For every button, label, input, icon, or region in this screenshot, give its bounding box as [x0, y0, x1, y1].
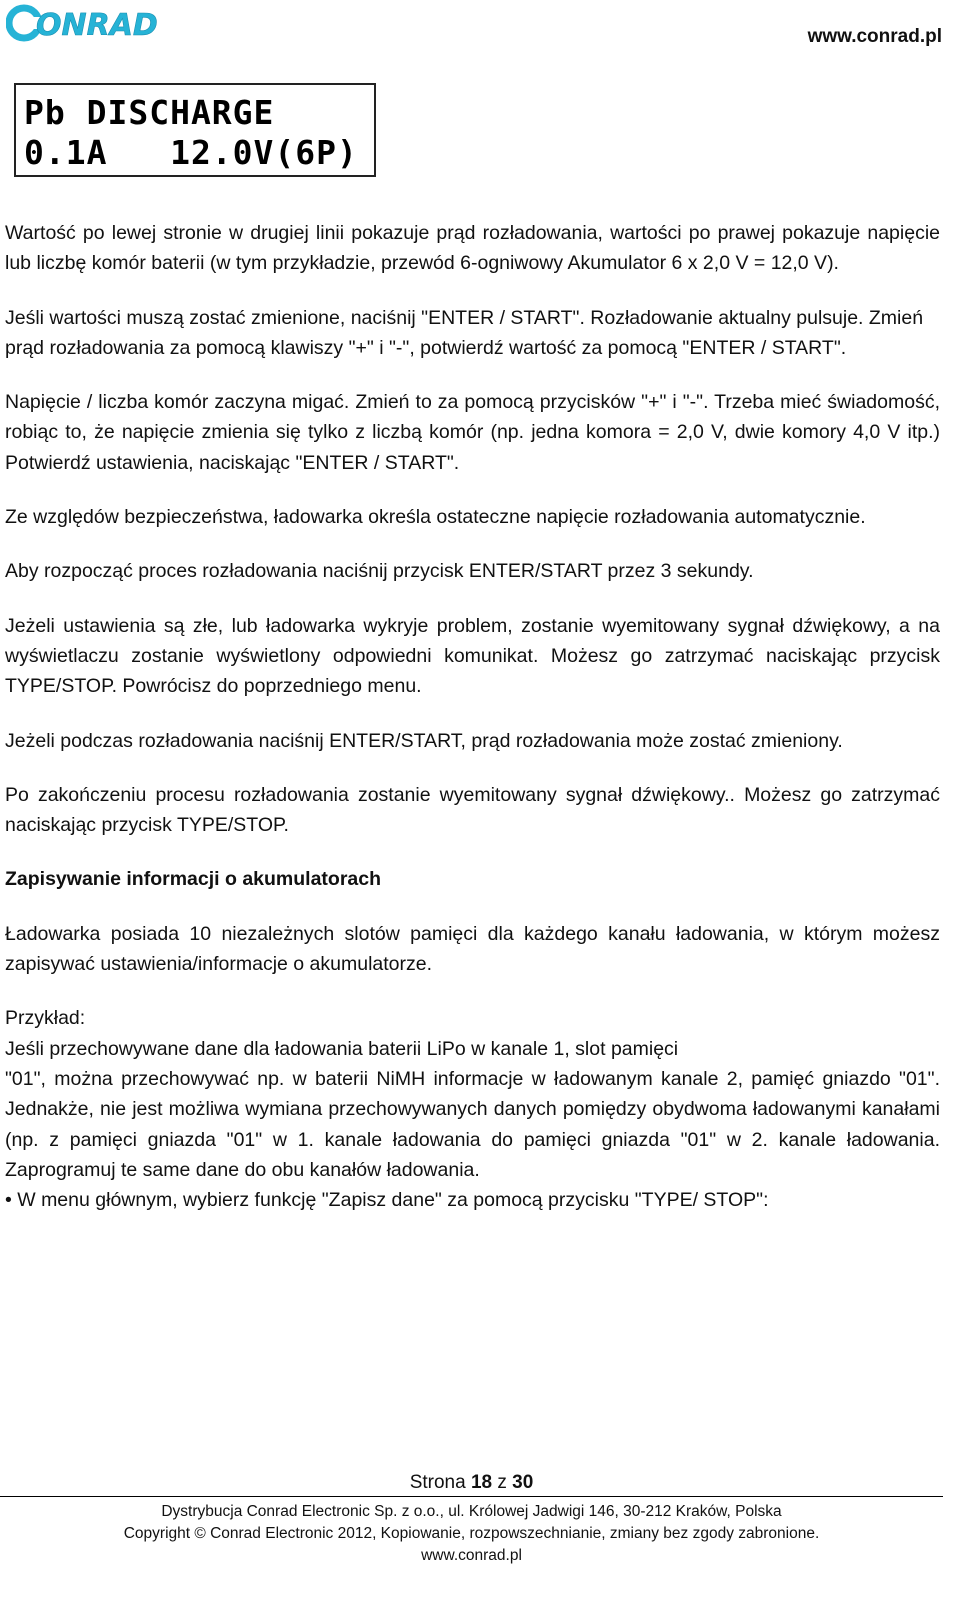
footer-url: www.conrad.pl — [421, 1547, 522, 1564]
paragraph-error: Jeżeli ustawienia są złe, lub ładowarka wykryje problem, zostanie wyemitowany sygnał dźwiękowy, a na wyświetlaczu zostanie wyświetlony odpowiedni komunikat. Możesz go zatrzymać naciskając przycisk TYPE/STOP. Powrócisz do poprzedniego menu. — [5, 614, 940, 698]
paragraph-process-end: Po zakończeniu procesu rozładowania zostanie wyemitowany sygnał dźwiękowy.. Możesz go zatrzymać naciskając przycisk TYPE/STOP. — [5, 783, 940, 837]
lcd-line-2: 0.1A 12.0V(6P) — [24, 133, 358, 172]
section-heading: Zapisywanie informacji o akumulatorach — [5, 868, 382, 891]
paragraph-memory-slots: Ładowarka posiada 10 niezależnych slotów pamięci dla każdego kanału ładowania, w którym możesz zapisywać ustawienia/informacje o akumulatorze. — [5, 922, 940, 976]
page-current: 18 — [470, 1472, 493, 1493]
document-body — [5, 218, 940, 1215]
bullet-save-data: • W menu głównym, wybierz funkcję "Zapisz dane" za pomocą przycisku "TYPE/ STOP": — [5, 1189, 769, 1212]
page-number — [0, 1470, 943, 1496]
example-text: "01", można przechowywać np. w baterii NiMH informacje w ładowanym kanale 2, pamięć gniazdo "01". Jednakże, nie jest możliwa wymiana przechowywanych danych pomiędzy obydwoma ładowanymi kanałami (np. z pamięci gniazda "01" w 1. kanale ładowania do pamięci gniazda "01" w 2. kanale ładowania. Zaprogramuj te same dane do obu kanałów ładowania. — [5, 1067, 940, 1181]
page-separator: z — [497, 1472, 507, 1493]
paragraph-change-current: Jeżeli podczas rozładowania naciśnij ENTER/START, prąd rozładowania może zostać zmieniony. — [5, 729, 843, 752]
paragraph-safety: Ze względów bezpieczeństwa, ładowarka określa ostateczne napięcie rozładowania automatycznie. — [5, 506, 866, 529]
page-total: 30 — [512, 1472, 534, 1493]
paragraph-change-values: Jeśli wartości muszą zostać zmienione, naciśnij "ENTER / START". Rozładowanie aktualny pulsuje. Zmień prąd rozładowania za pomocą klawiszy "+" i "-", potwierdź wartość za pomocą "ENTER / START". — [5, 306, 924, 359]
footer-divider — [0, 1496, 943, 1497]
svg-text:ONRAD: ONRAD — [36, 8, 158, 43]
header-site-url: www.conrad.pl — [807, 26, 942, 47]
lcd-display-image — [14, 83, 376, 177]
paragraph-cell-count: Napięcie / liczba komór zaczyna migać. Zmień to za pomocą przycisków "+" i "-". Trzeba mieć świadomość, robiąc to, że napięcie zmienia się tylko z liczbą komór (np. jedna komora = 2,0 V, dwie komory 4,0 V itp.) Potwierdź ustawienia, naciskając "ENTER / START". — [5, 391, 940, 474]
footer-copyright: Copyright © Conrad Electronic 2012, Kopiowanie, rozpowszechnianie, zmiany bez zgody zabronione. — [123, 1525, 820, 1542]
page-prefix: Strona — [409, 1472, 466, 1493]
footer-distribution: Dystrybucja Conrad Electronic Sp. z o.o., ul. Królowej Jadwigi 146, 30-212 Kraków, Polska — [161, 1503, 782, 1520]
example-line-1: Jeśli przechowywane dane dla ładowania baterii LiPo w kanale 1, slot pamięci — [5, 1037, 679, 1060]
paragraph-discharge-values: Wartość po lewej stronie w drugiej linii pokazuje prąd rozładowania, wartości po prawej pokazuje napięcie lub liczbę komór baterii (w tym przykładzie, przewód 6-ogniwowy Akumulator 6 x 2,0 V = 12,0 V). — [5, 222, 940, 275]
lcd-line-1: Pb DISCHARGE — [24, 93, 275, 132]
paragraph-start-process: Aby rozpocząć proces rozładowania naciśnij przycisk ENTER/START przez 3 sekundy. — [5, 560, 754, 583]
example-label: Przykład: — [5, 1007, 86, 1030]
conrad-logo — [6, 2, 162, 44]
